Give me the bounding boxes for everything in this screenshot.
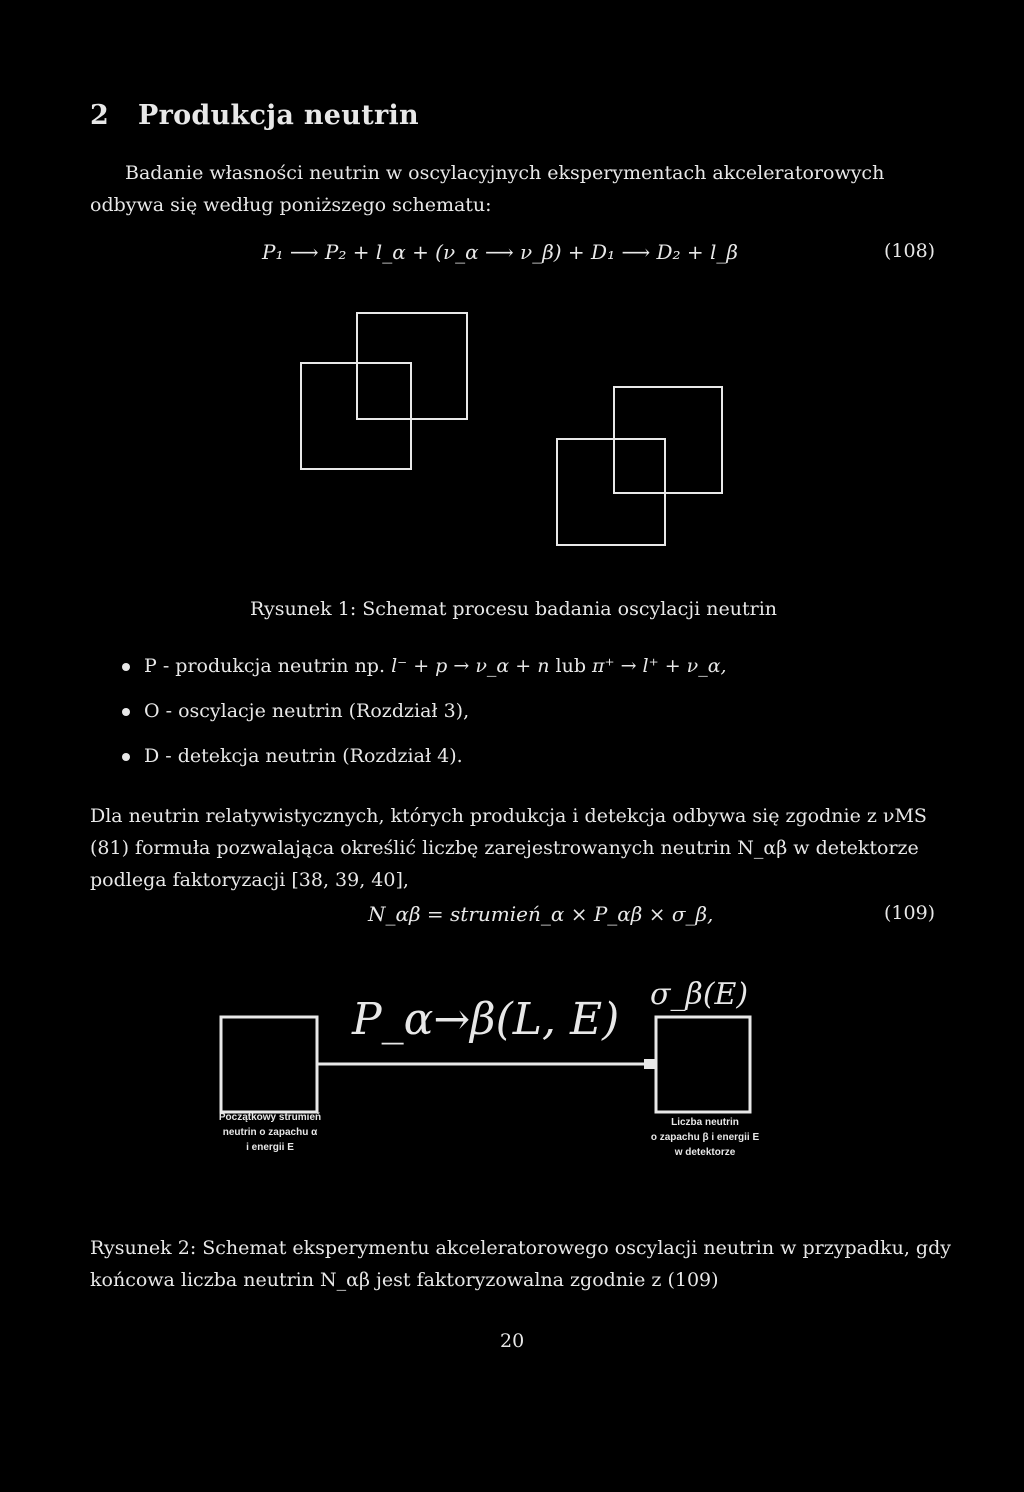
page-number: 20 xyxy=(500,1330,525,1352)
section-heading xyxy=(90,100,419,131)
figure-2-diagram xyxy=(0,960,1024,1170)
figure-1-diagram xyxy=(0,300,1024,560)
bullet-dot xyxy=(122,753,130,761)
cross-section-label: σ_β(E) xyxy=(650,977,749,1012)
equation-109-number: (109) xyxy=(884,902,936,924)
equation-109: N_αβ = strumień_α × P_αβ × σ_β, xyxy=(368,902,714,926)
detector-box xyxy=(656,1017,750,1112)
factorization-paragraph: Dla neutrin relatywistycznych, których produkcja i detekcja odbywa się zgodnie z νMS (81) formuła pozwalająca określić liczbę zarejestrowanych neutrin N_αβ w detektorze podlega faktoryzacji [38, 39, 40], xyxy=(90,805,927,891)
equation-108: P₁ ⟶ P₂ + l_α + (ν_α ⟶ ν_β) + D₁ ⟶ D₂ + l_β xyxy=(262,240,738,264)
bullet-detection: D - detekcja neutrin (Rozdział 4). xyxy=(122,745,463,767)
arrow-head xyxy=(644,1059,656,1069)
probability-label: P_α→β(L, E) xyxy=(352,994,620,1045)
bullet-oscillation: O - oscylacje neutrin (Rozdział 3), xyxy=(122,700,469,722)
initial-flux-box xyxy=(221,1017,317,1112)
initial-flux-label: Początkowy strumień neutrin o zapachu α i energii E xyxy=(218,1112,322,1153)
figure-1-caption: Rysunek 1: Schemat procesu badania oscylacji neutrin xyxy=(250,598,778,620)
figure-2-caption: Rysunek 2: Schemat eksperymentu akceleratorowego oscylacji neutrin w przypadku, gdy końcowa liczba neutrin N_αβ jest faktoryzowalna zgodnie z (109) xyxy=(90,1237,951,1291)
detector-count-label: Liczba neutrin o zapachu β i energii E w detektorze xyxy=(650,1117,760,1158)
intro-paragraph: Badanie własności neutrin w oscylacyjnych eksperymentach akceleratorowych odbywa się według poniższego schematu: xyxy=(90,162,885,216)
bullet-production: P - produkcja neutrin np. l⁻ + p → ν_α + n lub π⁺ → l⁺ + ν_α, xyxy=(122,655,727,677)
equation-108-number: (108) xyxy=(884,240,936,262)
bullet-dot xyxy=(122,663,130,671)
section-title: Produkcja neutrin xyxy=(138,100,419,131)
section-number: 2 xyxy=(90,100,110,131)
bullet-dot xyxy=(122,708,130,716)
